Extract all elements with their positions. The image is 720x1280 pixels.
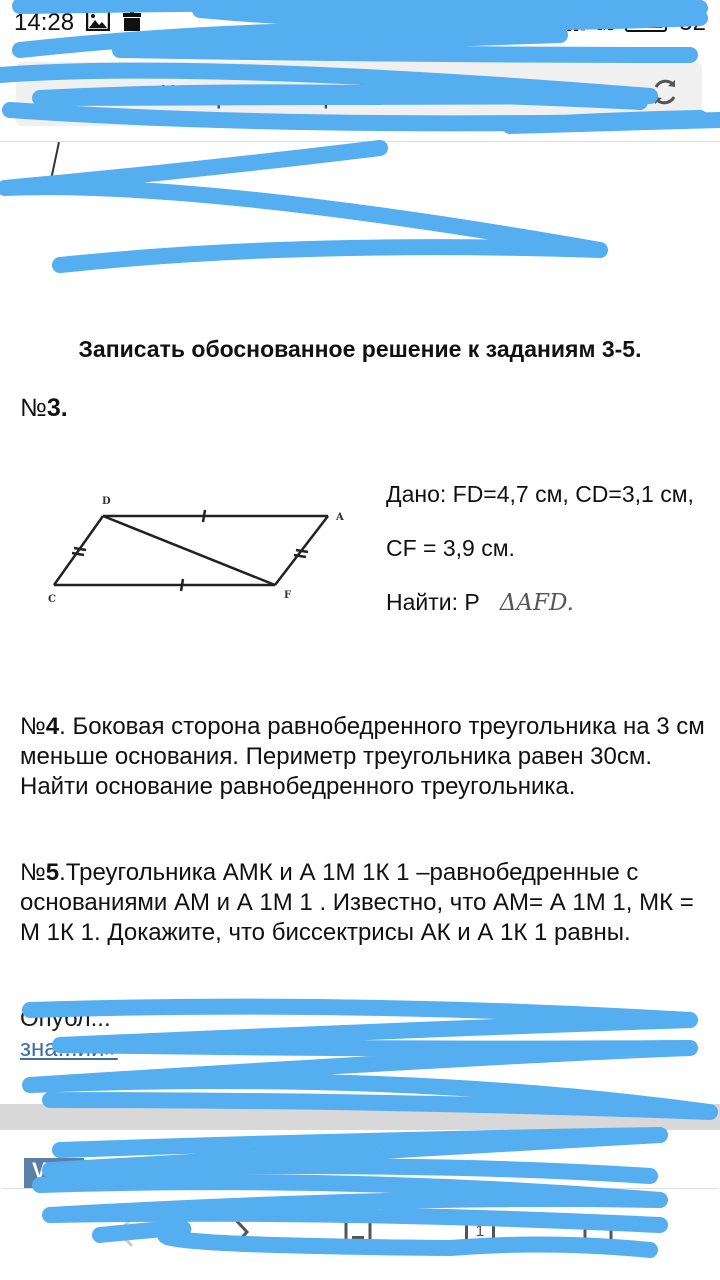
given-line-2: CF = 3,9 см. xyxy=(386,535,515,561)
tab-count: 1 xyxy=(465,1217,495,1247)
svg-text:C: C xyxy=(48,594,56,605)
task3-number: №3. xyxy=(20,394,68,422)
triangle-formula: ΔAFD. xyxy=(499,590,574,616)
address-bar[interactable] xyxy=(16,62,702,126)
source-footer: Опубл... ...ль зна...ии» xyxy=(20,1005,578,1062)
parallelogram-diagram xyxy=(40,488,360,613)
bottom-navigation xyxy=(0,1190,720,1280)
battery-icon xyxy=(625,14,667,32)
home-icon xyxy=(581,1214,615,1250)
image-notification-icon xyxy=(86,9,110,38)
reload-icon[interactable] xyxy=(648,75,682,114)
source-link[interactable]: зна...ии» xyxy=(20,1035,118,1062)
bookmarks-button[interactable] xyxy=(336,1210,380,1254)
download-notification-icon xyxy=(122,8,142,39)
home-button[interactable] xyxy=(576,1210,620,1254)
given-line-1: Дано: FD=4,7 см, CD=3,1 см, xyxy=(386,481,694,507)
svg-text:F: F xyxy=(284,590,292,601)
ad-banner[interactable] xyxy=(2,1130,718,1189)
back-icon xyxy=(114,1214,138,1250)
page-title[interactable]: Контрольная работа №2 по ге... xyxy=(159,78,545,109)
signal-icon xyxy=(553,15,585,31)
separator xyxy=(0,1104,720,1130)
battery-level: 52 xyxy=(679,9,706,36)
figure-fragment xyxy=(49,142,60,183)
task3-given xyxy=(386,478,706,641)
vk-logo[interactable]: V xyxy=(24,1158,84,1188)
bookmarks-icon xyxy=(343,1214,373,1250)
forward-button[interactable] xyxy=(218,1210,262,1254)
find-line: Найти: P ΔAFD. xyxy=(386,589,574,616)
back-button[interactable] xyxy=(104,1210,148,1254)
svg-text:A: A xyxy=(336,512,344,523)
network-type-icon: 4G LTE xyxy=(596,13,614,32)
divider xyxy=(0,141,720,142)
forward-icon xyxy=(228,1214,252,1250)
task4-paragraph: №4. Боковая сторона равнобедренного треугольника на 3 см меньше основания. Периметр треугольника равен 30см. Найти основание равнобедренного треугольника. xyxy=(20,713,705,800)
tabs-button[interactable] xyxy=(458,1210,502,1254)
status-bar xyxy=(0,0,720,46)
search-icon: ⌕ xyxy=(36,81,49,106)
clock: 14:28 xyxy=(14,9,75,36)
svg-text:D: D xyxy=(102,496,111,507)
task5-paragraph: №5.Треугольника АМК и А 1М 1К 1 –равнобедренные с основаниями АМ и А 1М 1 . Известно, что АМ= А 1М 1, МК = М 1К 1. Докажите, что биссектрисы АК и А 1К 1 равны. xyxy=(20,859,694,946)
instructions-heading: Записать обоснованное решение к заданиям 3-5. xyxy=(78,336,642,362)
